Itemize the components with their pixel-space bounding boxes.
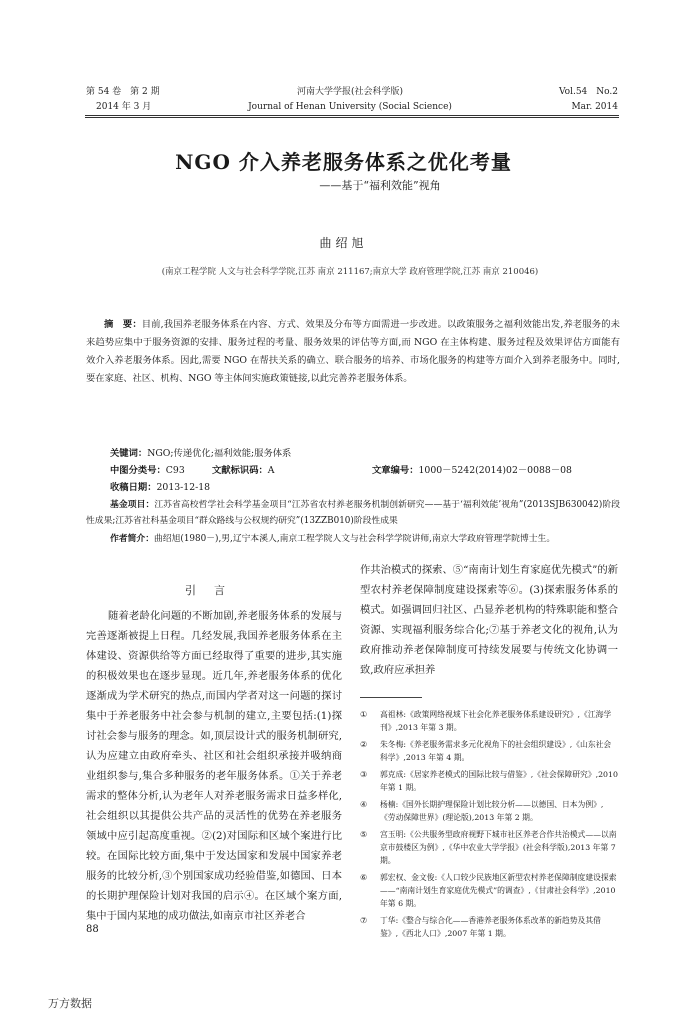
fund-value: 江苏省高校哲学社会科学基金项目“江苏省农村养老服务机制创新研究——基于‘福利效能’视角”(2013SJB630042)阶段性成果;江苏省社科基金项目“群众路线与公权规约研究”(13ZZB010)阶段性成果 [86, 500, 620, 526]
fund-label: 基金项目： [110, 500, 155, 510]
doc-code-label: 文献标识码： [212, 465, 268, 476]
body-left-column: 随着老龄化问题的不断加剧,养老服务体系的发展与完善逐渐被提上日程。几经发展,我国养老服务体系在主体建设、资源供给等方面已经取得了重要的进步,其实施的积极效果也在逐步显现。近几年,养老服务体系的优化逐渐成为学术研究的热点,而国内学者对这一问题的探讨集中于养老服务中社会参与机制的建立,主要包括:(1)探讨社会参与服务的理念。如,顶层设计式的服务机制研究,认为应建立由政府牵头、社区和社会组织承接并吸纳商业组织参与,集合多种服务的老年服务体系。①关于养老需求的整体分析,认为老年人对养老服务需求日益多样化,社会组织以其提供公共产品的灵活性的优势在养老服务领域中应引起高度重视。②(2)对国际和区域个案进行比较。在国际比较方面,集中于发达国家和发展中国家养老服务的比较分析,③个别国家成功经验借鉴,如德国、日本的长期护理保险计划对我国的启示④。在区域个案方面,集中于国内某地的成功做法,如南京市社区养老合 [86, 610, 342, 922]
footnote-mark: ⑤ [360, 830, 367, 839]
footnote-item [360, 738, 618, 764]
header-journal-en: Journal of Henan University (Social Science) [248, 102, 452, 112]
page-number: 88 [86, 924, 99, 935]
article-no-label: 文章编号： [372, 465, 419, 476]
header-year-month: 2014 年 3 月 [96, 102, 152, 112]
doc-code-value: A [267, 465, 275, 476]
footnote-text: 高祖林:《政策网络视域下社会化养老服务体系建设研究》,《江海学刊》,2013 年第 3 期。 [380, 710, 612, 732]
doc-code-line [212, 463, 275, 479]
footnote-mark: ① [360, 710, 367, 719]
bio-label: 作者简介： [110, 534, 154, 544]
clc-line [110, 463, 185, 479]
footnote-item [360, 914, 618, 940]
footnote-mark: ② [360, 740, 367, 749]
abstract-label: 摘 要： [104, 319, 142, 330]
header-rule-bottom [85, 117, 619, 118]
footnote-text: 宫玉明:《公共服务型政府视野下城市社区养老合作共治模式——以南京市鼓楼区为例》,《华中农业大学学报》(社会科学版),2013 年第 7 期。 [380, 830, 617, 865]
footnote-rule [360, 697, 422, 698]
footnote-text: 郭宏权、金文俊:《人口较少民族地区新型农村养老保障制度建设探索——“南南计划生育家庭优先模式”的调查》,《甘肃社会科学》,2010 年第 6 期。 [380, 873, 617, 908]
header-vol-issue: 第 54 卷 第 2 期 [86, 87, 160, 97]
article-no-line [372, 463, 572, 479]
section-title-introduction: 引言 [185, 584, 243, 597]
footnote-item [360, 798, 618, 824]
keywords-value: NGO;传递优化;福利效能;服务体系 [147, 448, 292, 459]
abstract [86, 316, 620, 388]
footnote-text: 杨楠:《国外长期护理保险计划比较分析——以德国、日本为例》,《劳动保障世界》(理论版),2013 年第 2 期。 [380, 800, 604, 822]
footnote-mark: ④ [360, 800, 367, 809]
footnote-text: 丁华:《整合与综合化——香港养老服务体系改革的新趋势及其借鉴》,《西北人口》,2007 年第 1 期。 [380, 916, 601, 938]
received-label: 收稿日期： [110, 482, 157, 493]
header-vol-no-en: Vol.54 No.2 [558, 87, 618, 97]
watermark: 万方数据 [48, 997, 92, 1010]
received-line [110, 480, 620, 496]
received-value: 2013-12-18 [156, 482, 211, 493]
footnote-text: 郭克成:《居家养老模式的国际比较与借鉴》,《社会保障研究》,2010 年第 1 期。 [380, 770, 618, 792]
abstract-text: 目前,我国养老服务体系在内容、方式、效果及分布等方面需进一步改进。以政策服务之福利效能出发,养老服务的未来趋势应集中于服务资源的安排、服务过程的考量、服务效果的评估等方面,而 NGO 在主体构建、服务过程及效果评估方面能有效介入养老服务体系。因此,需要 NGO 在帮扶关系的确立、联合服务的培养、市场化服务的构建等方面介入到养老服务中。同时,要在家庭、社区、机构、NGO 等主体间实施政策链接,以此完善养老服务体系。 [86, 319, 620, 384]
footnote-item [360, 768, 618, 794]
article-title: NGO 介入养老服务体系之优化考量 [175, 150, 512, 174]
footnote-mark: ⑦ [360, 916, 367, 925]
body-right-column: 作共治模式的探索、⑤“南南计划生育家庭优先模式”的新型农村养老保障制度建设探索等⑥。(3)探索服务体系的模式。如强调回归社区、凸显养老机构的特殊职能和整合资源、实现福利服务综合化;⑦基于养老文化的视角,认为政府推动养老保障制度可持续发展要与传统文化协调一致,政府应承担养 [360, 564, 618, 676]
footnote-mark: ⑥ [360, 873, 367, 882]
clc-label: 中图分类号： [110, 465, 166, 476]
header-rule-top [85, 115, 619, 116]
keywords-label: 关键词： [110, 448, 148, 459]
article-author: 曲绍旭 [319, 236, 368, 250]
footnote-mark: ③ [360, 770, 367, 779]
header-month-en: Mar. 2014 [571, 102, 618, 112]
keywords-line [110, 446, 620, 462]
clc-value: C93 [165, 465, 185, 476]
article-no-value: 1000－5242(2014)02－0088－08 [418, 465, 572, 476]
article-affiliation: (南京工程学院 人文与社会科学学院,江苏 南京 211167;南京大学 政府管理学院,江苏 南京 210046) [161, 267, 539, 277]
bio-line [86, 531, 620, 547]
bio-value: 曲绍旭(1980－),男,辽宁本溪人,南京工程学院人文与社会科学学院讲师,南京大学政府管理学院博士生。 [154, 534, 556, 544]
footnote-item [360, 828, 618, 867]
fund-line [86, 497, 620, 529]
footnote-text: 朱冬梅:《养老服务需求多元化视角下的社会组织建设》,《山东社会科学》,2013 年第 4 期。 [380, 740, 612, 762]
footnote-item [360, 871, 618, 910]
footnote-item [360, 708, 618, 734]
article-subtitle: ——基于“福利效能”视角 [319, 179, 441, 192]
header-journal-cn: 河南大学学报(社会科学版) [296, 87, 404, 97]
